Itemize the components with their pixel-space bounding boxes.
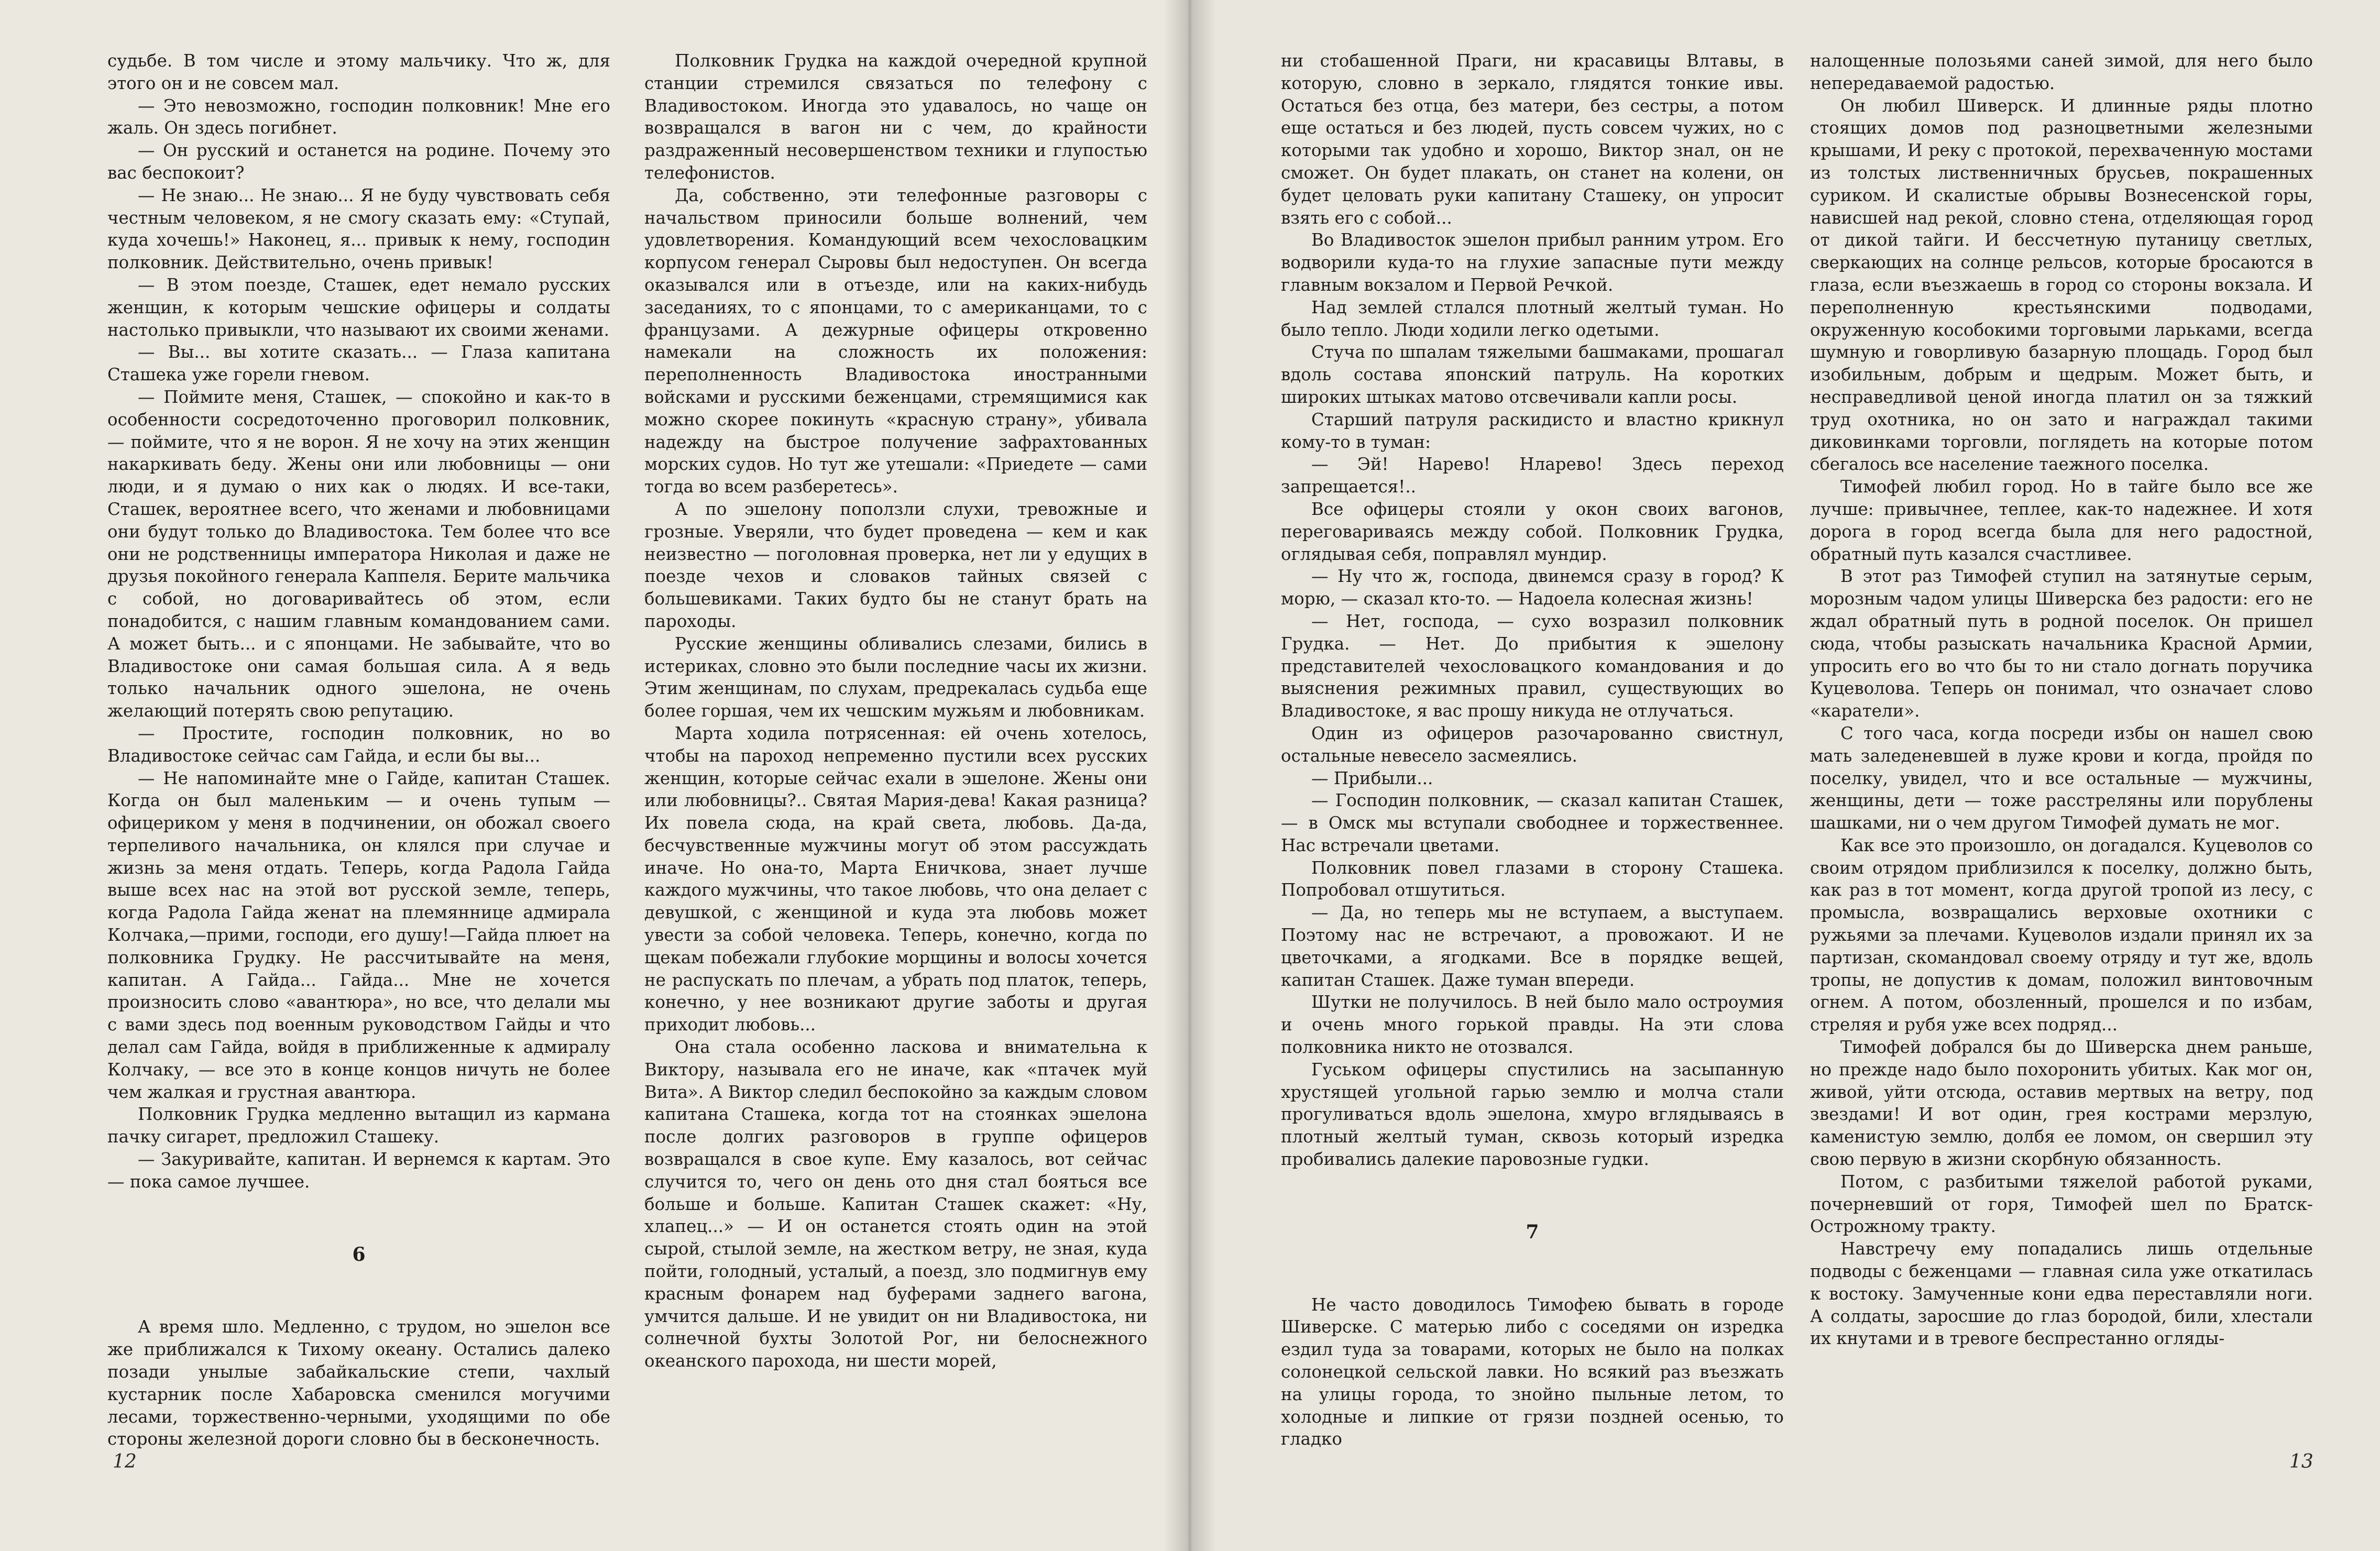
paragraph: — Нет, господа, — сухо возразил полковник Грудка. — Нет. До прибытия к эшелону представителей чехословацкого командования и до выяснения режимных правил, существующих во Владивостоке, я вас прошу никуда не отлучаться. [1281,611,1784,721]
paragraph: Полковник Грудка медленно вытащил из кармана пачку сигарет, предложил Сташеку. [107,1104,610,1147]
paragraph: Гуськом офицеры спустились на засыпанную хрустящей угольной гарью землю и молча стали прогуливаться вдоль эшелона, хмуро вглядываясь в плотный желтый туман, сквозь который изредка пробивались далекие паровозные гудки. [1281,1059,1784,1170]
paragraph: Она стала особенно ласкова и внимательна к Виктору, называла его не иначе, как «птачек муй Вита». А Виктор следил беспокойно за каждым словом капитана Сташека, когда тот на стоянках эшелона после долгих разговоров в группе офицеров возвращался в свое купе. Ему казалось, вот сейчас случится то, чего он день ото дня стал бояться все больше и больше. Капитан Сташек скажет: «Ну, хлапец...» — И он останется стоять один на этой сырой, стылой земле, на жестком ветру, не зная, куда пойти, голодный, усталый, а поезд, зло подмигнув ему красным фонарем над буферами заднего вагона, умчится дальше. И не увидит он ни Владивостока, ни солнечной бухты Золотой Рог, ни белоснежного океанского парохода, ни шести морей, [644,1037,1147,1371]
paragraph: Стуча по шпалам тяжелыми башмаками, прошагал вдоль состава японский патруль. На коротких широких штыках матово отсвечивали капли росы. [1281,342,1784,407]
paragraph: — Прибыли... [1311,768,1433,788]
left-page-column-1 [107,50,610,1450]
paragraph: Тимофей любил город. Но в тайге было все же лучше: привычнее, теплее, как-то надежнее. И хотя дорога в город всегда была для него радостной, обратный путь казался счастливее. [1810,477,2313,564]
paragraph: — Поймите меня, Сташек, — спокойно и как-то в особенности сосредоточенно проговорил полковник, — поймите, что я не ворон. Я не хочу на этих женщин накаркивать беду. Жены они или любовницы — они люди, и я думаю о них как о людях. И все-таки, Сташек, вероятнее всего, что женами и любовницами они будут только до Владивостока. Тем более что все они не родственницы императора Николая и даже не друзья покойного генерала Каппеля. Берите мальчика с собой, но договаривайтесь об этом, если понадобится, с нашим главным командованием сами. А может быть... и с японцами. Не забывайте, что во Владивостоке они самая большая сила. А я ведь только начальник одного эшелона, не очень желающий потерять свою репутацию. [107,387,610,721]
paragraph: — Он русский и останется на родине. Почему это вас беспокоит? [107,140,610,183]
paragraph: — Это невозможно, господин полковник! Мне его жаль. Он здесь погибнет. [107,95,610,138]
paragraph: Над землей стлался плотный желтый туман. Но было тепло. Люди ходили легко одетыми. [1281,297,1784,340]
paragraph: Он любил Шиверск. И длинные ряды плотно стоящих домов под разноцветными железными крышами, И реку с протокой, перехваченную мостами из толстых лиственничных брусьев, покрашенных суриком. И скалистые обрывы Вознесенской горы, нависшей над рекой, словно стена, отделяющая город от дикой тайги. И бессчетную путаницу светлых, сверкающих на солнце рельсов, которые бросаются в глаза, если въезжаешь в город со стороны вокзала. И переполненную крестьянскими подводами, окруженную кособокими торговыми ларьками, всегда шумную и говорливую базарную площадь. Город был изобильным, добрым и щедрым. Может быть, и несправедливой ценой иногда платил он за тяжкий труд охотника, но он зато и награждал такими диковинками торговли, поглядеть на которые потом сбегалось все население таежного поселка. [1810,95,2313,475]
paragraph: — Простите, господин полковник, но во Владивостоке сейчас сам Гайда, и если бы вы... [107,723,610,766]
paragraph: Во Владивосток эшелон прибыл ранним утром. Его водворили куда-то на глухие запасные пути между главным вокзалом и Первой Речкой. [1281,230,1784,295]
paragraph: В этот раз Тимофей ступил на затянутые серым, морозным чадом улицы Шиверска без радости: его не ждал обратный путь в родной поселок. Он пришел сюда, чтобы разыскать начальника Красной Армии, упросить его во что бы то ни стало догнать поручика Куцеволова. Теперь он понимал, что означает слово «каратели». [1810,566,2313,721]
paragraph: — В этом поезде, Сташек, едет немало русских женщин, к которым чешские офицеры и солдаты настолько привыкли, что называют их своими женами. [107,274,610,340]
paragraph: — Эй! Нарево! Нларево! Здесь переход запрещается!.. [1281,454,1784,497]
paragraph: — Не напоминайте мне о Гайде, капитан Сташек. Когда он был маленьким — и очень тупым — офицериком у меня в подчинении, он обожал своего терпеливого начальника, он клялся при случае и жизнь за меня отдать. Теперь, когда Радола Гайда выше всех нас на этой вот русской земле, теперь, когда Радола Гайда женат на племяннице адмирала Колчака,—прими, господи, его душу!—Гайда плюет на полковника Грудку. Не рассчитывайте на меня, капитан. А Гайда... Гайда... Мне не хочется произносить слово «авантюра», но все, что делали мы с вами здесь под военным руководством Гайды и что делал сам Гайда, войдя в приближенные к адмиралу Колчаку, — все это в конце концов ничуть не более чем жалкая и грустная авантюра. [107,768,610,1102]
paragraph: Потом, с разбитыми тяжелой работой руками, почерневший от горя, Тимофей шел по Братск-Острожному тракту. [1810,1171,2313,1237]
paragraph: налощенные полозьями саней зимой, для него было непередаваемой радостью. [1810,51,2313,93]
paragraph: — Да, но теперь мы не вступаем, а выступаем. Поэтому нас не встречают, а провожают. И не цветочками, а ягодками. Все в порядке вещей, капитан Сташек. Даже туман впереди. [1281,903,1784,990]
page-number-left: 12 [113,1451,137,1472]
paragraph: Полковник Грудка на каждой очередной крупной станции стремился связаться по телефону с Владивостоком. Иногда это удавалось, но чаще он возвращался в вагон ни с чем, до крайности раздраженный несовершенством техники и глупостью телефонистов. [644,51,1147,183]
left-page-column-2 [644,50,1147,1372]
paragraph: Да, собственно, эти телефонные разговоры с начальством приносили больше волнений, чем удовлетворения. Командующий всем чехословацким корпусом генерал Сыровы был недоступен. Он всегда оказывался или в отъезде, или на каких-нибудь заседаниях, то с японцами, то с американцами, то с французами. А дежурные офицеры откровенно намекали на сложность их положения: переполненность Владивостока иностранными войсками и русскими беженцами, стремящимися как можно скорее покинуть «красную страну», убивала надежду на быстрое получение зафрахтованных морских судов. Но тут же утешали: «Приедете — сами тогда во всем разберетесь». [644,185,1147,497]
paragraph: — Вы... вы хотите сказать... — Глаза капитана Сташека уже горели гневом. [107,342,610,385]
paragraph: Старший патруля раскидисто и властно крикнул кому-то в туман: [1281,409,1784,452]
paragraph: ни стобашенной Праги, ни красавицы Влтавы, в которую, словно в зеркало, глядятся тонкие ивы. Остаться без отца, без матери, без сестры, а потом еще остаться и без людей, пусть совсем чужих, но с которыми так удобно и хорошо, Виктор знал, он не сможет. Он будет плакать, он станет на колени, он будет целовать руки капитану Сташеку, он упросит взять его с собой... [1281,51,1784,228]
paragraph: Не часто доводилось Тимофею бывать в городе Шиверске. С матерью либо с соседями он изредка ездил туда за товарами, которых не было на полках солонецкой сельской лавки. Но всякий раз въезжать на улицы города, то знойно пыльные летом, то холодные и липкие от грязи поздней осенью, то гладко [1281,1294,1784,1449]
paragraph: — Господин полковник, — сказал капитан Сташек, — в Омск мы вступали свободнее и торжественнее. Нас встречали цветами. [1281,790,1784,855]
paragraph: — Не знаю... Не знаю... Я не буду чувствовать себя честным человеком, я не смогу сказать ему: «Ступай, куда хочешь!» Наконец, я... привык к нему, господин полковник. Действительно, очень привык! [107,185,610,273]
paragraph: А по эшелону поползли слухи, тревожные и грозные. Уверяли, что будет проведена — кем и как неизвестно — поголовная проверка, нет ли у едущих в поезде чехов и словаков тайных связей с большевиками. Таких будто бы не станут брать на пароходы. [644,499,1147,631]
paragraph: Тимофей добрался бы до Шиверска днем раньше, но прежде надо было похоронить убитых. Как мог он, живой, уйти отсюда, оставив мертвых на ветру, под звездами! И вот один, грея кострами мерзлую, каменистую землю, долбя ее ломом, он свершил эту свою первую в жизни скорбную обязанность. [1810,1037,2313,1170]
page-number-right: 13 [2289,1451,2313,1472]
paragraph: Все офицеры стояли у окон своих вагонов, переговариваясь между собой. Полковник Грудка, оглядывая себя, поправлял мундир. [1281,499,1784,564]
book-gutter [1164,0,1216,1551]
paragraph: — Закуривайте, капитан. И вернемся к картам. Это — пока самое лучшее. [107,1149,610,1192]
paragraph: Полковник повел глазами в сторону Сташека. Попробовал отшутиться. [1281,857,1784,900]
right-page-column-2 [1810,50,2313,1350]
paragraph: — Ну что ж, господа, двинемся сразу в город? К морю, — сказал кто-то. — Надоела колесная жизнь! [1281,566,1784,609]
chapter-heading: 7 [1526,1220,1539,1243]
paragraph: С того часа, когда посреди избы он нашел свою мать заледеневшей в луже крови и когда, пройдя по поселку, увидел, что и все остальные — мужчины, женщины, дети — тоже расстреляны или порублены шашками, ни о чем другом Тимофей думать не мог. [1810,723,2313,833]
chapter-heading: 6 [352,1243,366,1266]
paragraph: Шутки не получилось. В ней было мало остроумия и очень много горькой правды. На эти слова полковника никто не отозвался. [1281,992,1784,1058]
paragraph: Один из офицеров разочарованно свистнул, остальные невесело засмеялись. [1281,723,1784,766]
right-page [1190,0,2380,1551]
paragraph: Навстречу ему попадались лишь отдельные подводы с беженцами — главная сила уже откатилась к востоку. Замученные кони едва переставляли ноги. А солдаты, заросшие до глаз бородой, били, хлестали их кнутами и в тревоге беспрестанно огляды- [1810,1239,2313,1349]
paragraph: Как все это произошло, он догадался. Куцеволов со своим отрядом приблизился к поселку, должно быть, как раз в тот момент, когда другой тропой из лесу, с промысла, возвращались верховые охотники с ружьями за плечами. Куцеволов издали принял их за партизан, скомандовал своему отряду и тут же, вдоль тропы, не допустив к домам, положил винтовочным огнем. А потом, обозленный, прошелся и по избам, стреляя и рубя уже всех подряд... [1810,835,2313,1035]
paragraph: Марта ходила потрясенная: ей очень хотелось, чтобы на пароход непременно пустили всех русских женщин, которые сейчас ехали в эшелоне. Жены они или любовницы?.. Святая Мария-дева! Какая разница? Их повела сюда, на край света, любовь. Да-да, бесчувственные мужчины могут об этом рассуждать иначе. Но она-то, Марта Еничкова, знает лучше каждого мужчины, что такое любовь, что она делает с девушкой, с женщиной и куда эта любовь может увести за собой человека. Теперь, конечно, когда по щекам побежали глубокие морщины и волосы хочется не распускать по плечам, а убрать под платок, теперь, конечно, у нее возникают другие заботы и другая приходит любовь... [644,723,1147,1035]
paragraph: А время шло. Медленно, с трудом, но эшелон все же приближался к Тихому океану. Остались далеко позади унылые забайкальские степи, чахлый кустарник после Хабаровска сменился могучими лесами, торжественно-черными, уходящими по обе стороны железной дороги словно бы в бесконечность. [107,1317,610,1449]
paragraph: Русские женщины обливались слезами, бились в истериках, словно это были последние часы их жизни. Этим женщинам, по слухам, предрекалась судьба еще более горшая, чем их чешским мужьям и любовникам. [644,633,1147,721]
paragraph: судьбе. В том числе и этому мальчику. Что ж, для этого он и не совсем мал. [107,51,610,93]
right-page-column-1 [1281,50,1784,1450]
